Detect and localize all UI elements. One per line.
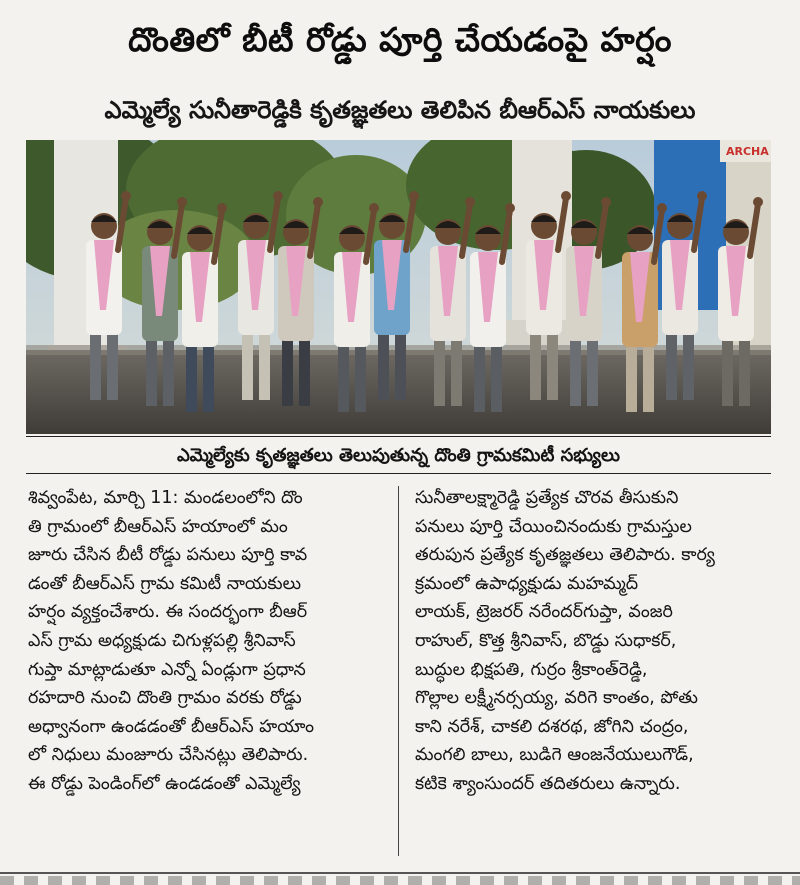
article-line: తి గ్రామంలో బీఆర్ఎస్ హయాంలో మం: [28, 516, 288, 537]
bottom-rule: [0, 872, 800, 874]
article-line: రాహుల్, కొత్త శ్రీనివాస్, బొడ్డు సుధాకర్,: [415, 630, 677, 651]
article-line: శివ్వంపేట, మార్చి 11: మండలంలోని దొం: [28, 488, 303, 508]
article-line: ఎస్ గ్రామ అధ్యక్షుడు చిగుళ్లపల్లి శ్రీనివాస్: [28, 630, 296, 651]
article-line: ఈ రోడ్డు పెండింగ్‌లో ఉండడంతో ఎమ్మెల్యే: [28, 773, 301, 794]
article-line: గుప్తా మాట్లాడుతూ ఎన్నో ఏండ్లుగా ప్రధాన: [28, 659, 306, 680]
article-line: బుద్ధుల భిక్షపతి, గుర్రం శ్రీకాంత్‌రెడ్డి,: [415, 659, 648, 680]
article-line: డంతో బీఆర్ఎస్ గ్రామ కమిటీ నాయకులు: [28, 573, 302, 594]
subheadline: ఎమ్మెల్యే సునీతారెడ్డికి కృతజ్ఞతలు తెలిపిన బీఆర్ఎస్ నాయకులు: [104, 96, 696, 124]
group-photo-illustration: [26, 140, 771, 434]
column-divider: [398, 486, 399, 856]
article-line: కటికె శ్యాంసుందర్ తదితరులు ఉన్నారు.: [415, 773, 681, 794]
article-line: మంగలి బాలు, బుడిగె ఆంజనేయులుగౌడ్,: [415, 745, 694, 766]
next-article-snippet: [0, 876, 800, 885]
photo-caption: ఎమ్మెల్యేకు కృతజ్ఞతలు తెలుపుతున్న దొంతి గ్రామకమిటీ సభ్యులు: [26, 436, 771, 474]
article-line: రహదారి నుంచి దొంతి గ్రామం వరకు రోడ్డు: [28, 688, 302, 709]
article-line: క్రమంలో ఉపాధ్యక్షుడు మహమ్మద్: [415, 573, 639, 594]
article-line: తరుపున ప్రత్యేక కృతజ్ఞతలు తెలిపారు. కార్య: [415, 545, 715, 566]
article-line: లాయక్, ట్రెజరర్ నరేందర్‌గుప్తా, వంజరి: [415, 602, 673, 623]
shop-sign-text: ARCHA: [726, 145, 769, 158]
article-line: హర్షం వ్యక్తంచేశారు. ఈ సందర్భంగా బీఆర్: [28, 602, 308, 623]
headline: దొంతిలో బీటీ రోడ్డు పూర్తి చేయడంపై హర్షం: [128, 20, 672, 59]
article-line: పనులు పూర్తి చేయించినందుకు గ్రామస్తుల: [415, 516, 692, 537]
article-line: సునీతాలక్ష్మారెడ్డి ప్రత్యేక చొరవ తీసుకుని: [415, 488, 679, 508]
article-line: గొల్లాల లక్ష్మీనర్సయ్య, వరిగె కాంతం, పోతు: [415, 688, 698, 709]
article-line: జూరు చేసిన బీటీ రోడ్డు పనులు పూర్తి కావ: [28, 545, 308, 566]
article-column-right: [415, 484, 785, 799]
article-column-left: [28, 484, 398, 799]
news-photo: [26, 140, 771, 434]
article-line: లో నిధులు మంజూరు చేసినట్లు తెలిపారు.: [28, 745, 309, 766]
article-line: కాని నరేశ్, చాకలి దశరథ, జోగిని చంద్రం,: [415, 716, 689, 737]
article-line: అధ్వానంగా ఉండడంతో బీఆర్ఎస్ హయాం: [28, 716, 315, 737]
